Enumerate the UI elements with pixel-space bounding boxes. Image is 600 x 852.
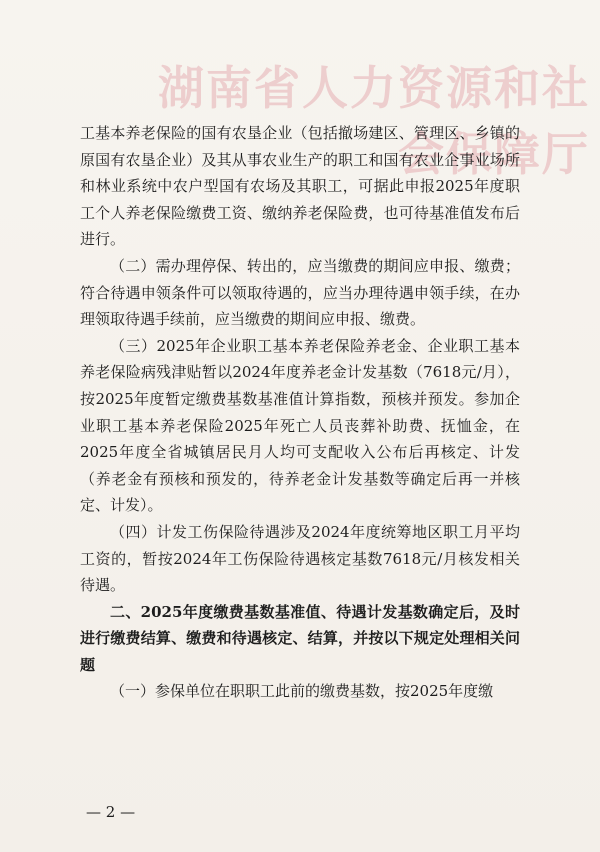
- paragraph-item-3: （三）2025年企业职工基本养老保险养老金、企业职工基本养老保险病残津贴暂以2024年度养老金计发基数（7618元/月），按2025年度暂定缴费基数基准值计算指数，预核并预发。参加企业职工基本养老保险2025年死亡人员丧葬补助费、抚恤金，在2025年度全省城镇居民月人均可支配收入公布后再核定、计发（养老金有预核和预发的，待养老金计发基数等确定后再一并核定、计发）。: [80, 336, 520, 515]
- section-heading-2: 二、2025年度缴费基数基准值、待遇计发基数确定后，及时进行缴费结算、缴费和待遇核定、结算，并按以下规定处理相关问题: [80, 602, 520, 674]
- paragraph-continuation: 工基本养老保险的国有农垦企业（包括撤场建区、管理区、乡镇的原国有农垦企业）及其从事农业生产的职工和国有农业企事业场所和林业系统中农户型国有农场及其职工，可据此申报2025年度职工个人养老保险缴费工资、缴纳养老保险费，也可待基准值发布后进行。: [80, 124, 520, 249]
- document-body: [80, 120, 520, 705]
- paragraph-item-2: （二）需办理停保、转出的，应当缴费的期间应申报、缴费；符合待遇申领条件可以领取待遇的，应当办理待遇申领手续，在办理领取待遇手续前，应当缴费的期间应申报、缴费。: [80, 256, 520, 329]
- letterhead-watermark: 湖南省人力资源和社会保障厅: [158, 61, 590, 181]
- paragraph-section2-item-1: （一）参保单位在职职工此前的缴费基数，按2025年度缴: [110, 682, 494, 701]
- paragraph-item-4: （四）计发工伤保险待遇涉及2024年度统筹地区职工月平均工资的，暂按2024年工伤保险待遇核定基数7618元/月核发相关待遇。: [80, 522, 520, 595]
- page-number: — 2 —: [86, 803, 136, 821]
